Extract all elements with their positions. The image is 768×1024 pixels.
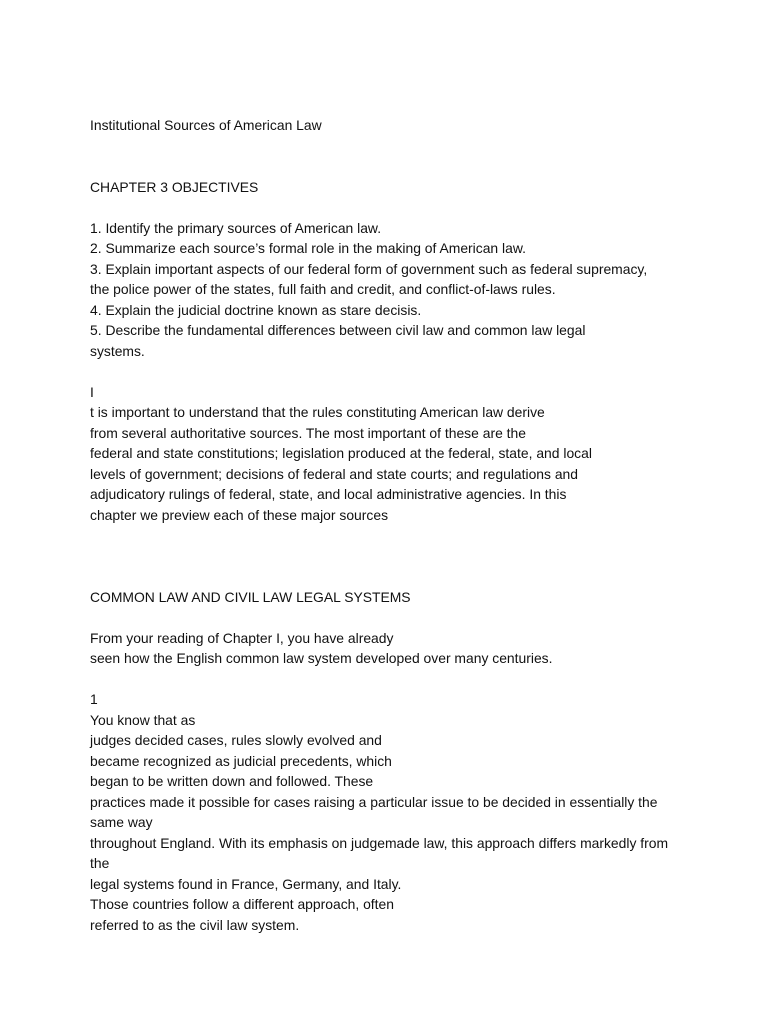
- spacer: [90, 566, 690, 587]
- spacer: [90, 669, 690, 690]
- paragraph-line: 1: [90, 691, 98, 707]
- paragraph-line: judges decided cases, rules slowly evolved and: [90, 732, 382, 748]
- paragraph-line: From your reading of Chapter I, you have already: [90, 629, 394, 646]
- spacer: [90, 546, 690, 567]
- intro-line: t is important to understand that the rules constituting American law derive: [90, 404, 545, 420]
- document-title: Institutional Sources of American Law: [90, 117, 322, 133]
- spacer: [90, 197, 690, 218]
- section-heading: COMMON LAW AND CIVIL LAW LEGAL SYSTEMS: [90, 588, 411, 605]
- objective-line: 4. Explain the judicial doctrine known as stare decisis.: [90, 301, 422, 318]
- intro-line: adjudicatory rulings of federal, state, and local administrative agencies. In this: [90, 486, 567, 502]
- objective-line: systems.: [90, 342, 145, 359]
- objectives-heading: CHAPTER 3 OBJECTIVES: [90, 178, 259, 195]
- intro-line: levels of government; decisions of federal and state courts; and regulations and: [90, 465, 579, 482]
- document-page: [90, 115, 690, 935]
- paragraph-line: began to be written down and followed. These: [90, 773, 374, 789]
- paragraph-line: practices made it possible for cases raising a particular issue to be decided in essentially the: [90, 793, 658, 810]
- spacer: [90, 156, 690, 177]
- paragraph-line: Those countries follow a different approach, often: [90, 896, 394, 912]
- paragraph-line: the: [90, 855, 110, 871]
- intro-line: from several authoritative sources. The most important of these are the: [90, 424, 526, 441]
- objective-line: 1. Identify the primary sources of American law.: [90, 219, 382, 236]
- paragraph-line: You know that as: [90, 711, 196, 728]
- intro-line: chapter we preview each of these major sources: [90, 506, 389, 523]
- intro-line: I: [90, 383, 94, 400]
- spacer: [90, 525, 690, 546]
- objective-line: 2. Summarize each source’s formal role in the making of American law.: [90, 240, 526, 256]
- spacer: [90, 361, 690, 382]
- objective-line: 3. Explain important aspects of our federal form of government such as federal supremacy,: [90, 260, 648, 277]
- objective-line: 5. Describe the fundamental differences between civil law and common law legal: [90, 322, 586, 338]
- paragraph-line: seen how the English common law system developed over many centuries.: [90, 650, 553, 666]
- paragraph-line: became recognized as judicial precedents, which: [90, 752, 392, 769]
- intro-line: federal and state constitutions; legislation produced at the federal, state, and local: [90, 445, 592, 461]
- paragraph-line: throughout England. With its emphasis on judgemade law, this approach differs markedly from: [90, 834, 669, 851]
- objective-line: the police power of the states, full faith and credit, and conflict-of-laws rules.: [90, 281, 556, 297]
- paragraph-line: referred to as the civil law system.: [90, 916, 300, 933]
- spacer: [90, 136, 690, 157]
- spacer: [90, 607, 690, 628]
- paragraph-line: legal systems found in France, Germany, and Italy.: [90, 875, 402, 892]
- paragraph-line: same way: [90, 814, 153, 830]
